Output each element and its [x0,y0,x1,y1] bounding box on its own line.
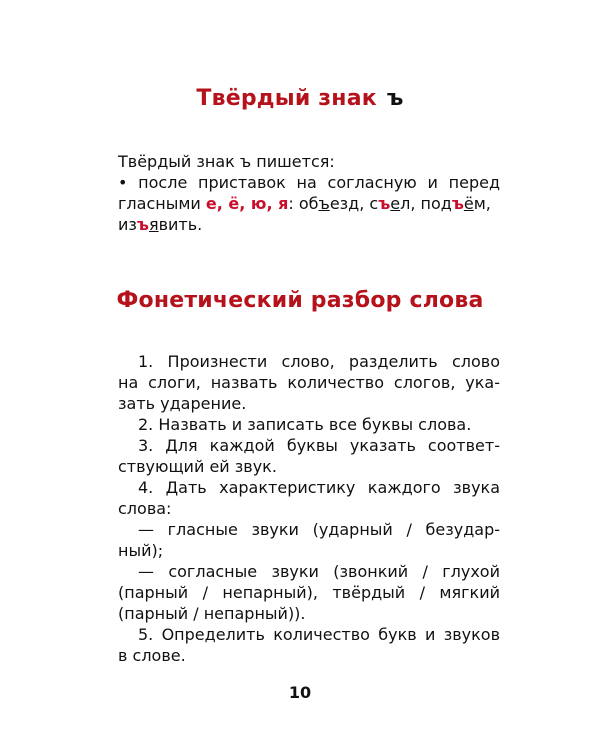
section-title-text: Твёрдый знак [196,86,377,111]
page-number: 10 [288,683,312,702]
list-line: 4. Дать характеристику каждого звука [138,478,500,497]
list-line: 1. Произнести слово, разделить слово [138,352,500,371]
example-word-1: объезд, [298,194,370,213]
list-line: 3. Для каждой буквы указать соответ- [138,436,500,455]
example-word-2: съел, [369,194,421,213]
list-line: — согласные звуки (звонкий / глухой [138,562,500,581]
vowels-list: е, ё, ю, я [205,194,289,213]
list-line: зать ударение. [118,394,247,413]
section-title-phonetic: Фонетический разбор слова [116,288,484,313]
example-word-4: изъявить. [118,215,203,234]
hard-sign-symbol: ъ [386,86,404,111]
list-line: ствующий ей звук. [118,457,277,476]
rule-line-3 [118,215,500,235]
list-line: (парный / непарный)). [118,604,306,623]
example-word-3: подъём, [420,194,491,213]
list-line: на слоги, назвать количество слогов, ука- [118,373,500,392]
list-line: — гласные звуки (ударный / безудар- [138,520,500,539]
rule-line-1: • после приставок на согласную и перед [118,173,500,192]
section-title-hard-sign [0,86,600,111]
rule-intro: Твёрдый знак ъ пишется: [118,152,335,171]
list-line: 5. Определить количество букв и звуков [138,625,500,644]
list-line: слова: [118,499,172,518]
list-line: в слове. [118,646,186,665]
colon: : [288,194,299,213]
list-line: ный); [118,541,164,560]
list-line: (парный / непарный), твёрдый / мягкий [118,583,500,602]
rule-text: гласными [118,194,206,213]
list-line: 2. Назвать и записать все буквы слова. [138,415,472,434]
rule-line-2 [118,194,500,214]
